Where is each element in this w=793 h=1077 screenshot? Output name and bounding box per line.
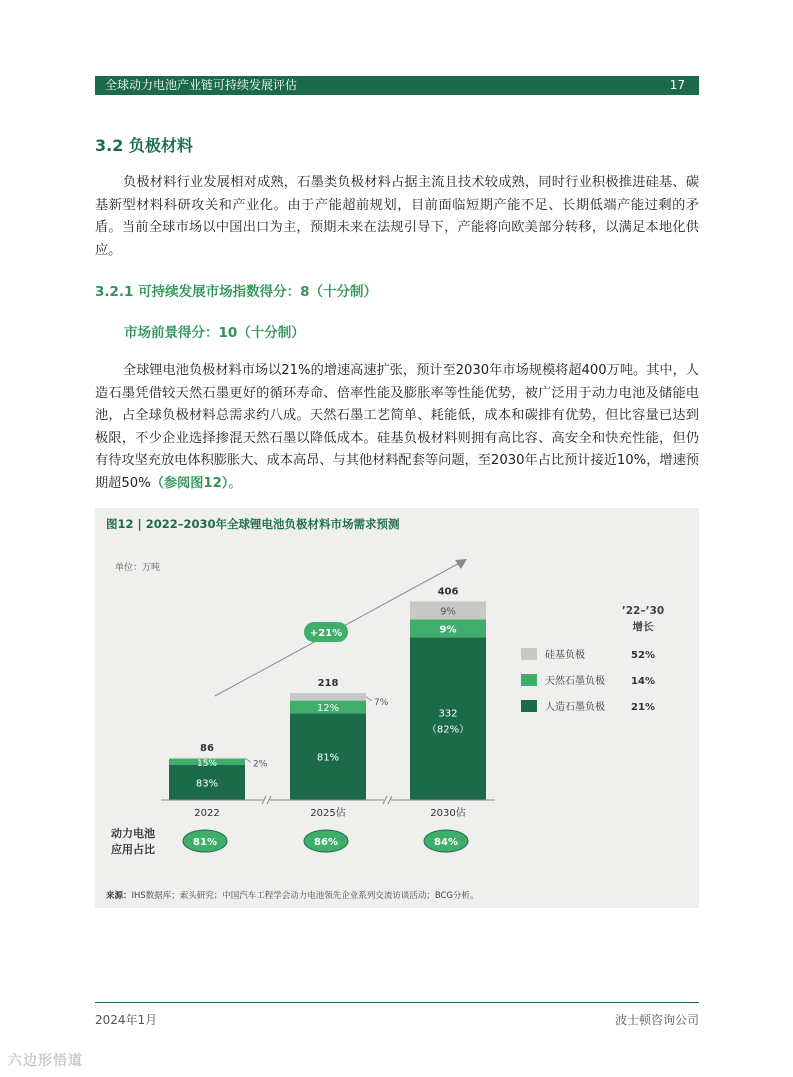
legend-swatch [521, 648, 537, 660]
figure-reference-link[interactable]: （参阅图12） [150, 475, 229, 491]
footer-org: 波士顿咨询公司 [614, 1013, 699, 1027]
source-label: 来源： [106, 891, 132, 901]
page-number: 17 [669, 78, 685, 92]
total-label: 406 [437, 586, 459, 598]
total-label: 86 [200, 742, 214, 754]
ev-share-label: 应用占比 [111, 843, 155, 856]
ev-share-value: 86% [314, 837, 338, 848]
source-text: IHS数据库；索头研究；中国汽车工程学会动力电池领先企业系列交流访谈活动；BCG分析。 [131, 891, 479, 901]
header-title: 全球动力电池产业链可持续发展评估 [105, 78, 298, 92]
segment-label: 15% [196, 758, 218, 769]
segment-label: 81% [316, 752, 340, 764]
market-paragraph-end: 。 [228, 475, 242, 491]
market-paragraph [95, 360, 699, 495]
legend-label: 硅基负极 [545, 650, 585, 661]
segment-label: （82%） [426, 724, 470, 736]
footer-divider [95, 1002, 699, 1003]
figure-source [106, 889, 479, 901]
section-title: 3.2 负极材料 [95, 136, 193, 155]
figure-12 [95, 508, 699, 908]
segment-label: 7% [374, 697, 389, 708]
legend-cagr: 14% [631, 676, 655, 687]
subsection-title: 3.2.1 可持续发展市场指数得分：8（十分制） [95, 284, 378, 300]
segment-label: 12% [316, 703, 340, 715]
segment-label: 83% [195, 778, 219, 790]
x-tick-label: 2025估 [310, 808, 346, 819]
x-tick-label: 2022 [194, 808, 220, 819]
legend-label: 人造石墨负极 [545, 702, 605, 713]
intro-paragraph: 负极材料行业发展相对成熟，石墨类负极材料占据主流且技术较成熟，同时行业积极推进硅基、碳基新型材料科研攻关和产业化。由于产能超前规划，目前面临短期产能不足、长期低端产能过剩的矛盾。当前全球市场以中国出口为主，预期未来在法规引导下，产能将向欧美部分转移，以满足本地化供应。 [95, 175, 699, 258]
segment-leader [245, 758, 251, 762]
segment-label: 9% [439, 624, 457, 636]
watermark: 六边形悟道 [8, 1053, 83, 1069]
stacked-bar-chart [95, 508, 699, 888]
market-paragraph-text: 全球锂电池负极材料市场以21%的增速高速扩张，预计至2030年市场规模将超400万吨。其中，人造石墨凭借较天然石墨更好的循环寿命、倍率性能及膨胀率等性能优势，被广泛用于动力电池及储能电池，占全球负极材料总需求约八成。天然石墨工艺简单、耗能低，成本和碳排有优势，但比容量已达到极限，不少企业选择掺混天然石墨以降低成本。硅基负极材料则拥有高比容、高安全和快充性能，但仍有待攻坚充放电体积膨胀大、成本高昂、与其他材料配套等问题，至2030年占比预计接近10%，增速预期超50% [95, 363, 699, 491]
total-label: 218 [317, 678, 339, 690]
segment-leader [366, 697, 372, 701]
segment-label: 332 [438, 708, 458, 720]
legend-label: 天然石墨负极 [545, 676, 605, 687]
cagr-header: ’22–’30 [621, 605, 665, 617]
legend-swatch [521, 674, 537, 686]
ev-share-label: 动力电池 [111, 827, 155, 840]
legend-cagr: 21% [631, 702, 655, 713]
cagr-header: 增长 [632, 621, 654, 633]
growth-badge-label: +21% [309, 628, 343, 639]
score-heading: 市场前景得分：10（十分制） [124, 325, 305, 341]
x-tick-label: 2030估 [430, 808, 466, 819]
unit-label: 单位：万吨 [115, 563, 161, 573]
segment-label: 2% [253, 759, 268, 770]
legend-swatch [521, 700, 537, 712]
figure-title: 图12 | 2022–2030年全球锂电池负极材料市场需求预测 [106, 517, 400, 531]
ev-share-value: 81% [193, 837, 217, 848]
segment-label: 9% [440, 606, 456, 618]
ev-share-value: 84% [434, 837, 458, 848]
bar-segment-1-2 [290, 693, 366, 700]
legend-cagr: 52% [631, 650, 655, 661]
running-header [95, 76, 699, 95]
footer-date: 2024年1月 [95, 1013, 158, 1027]
